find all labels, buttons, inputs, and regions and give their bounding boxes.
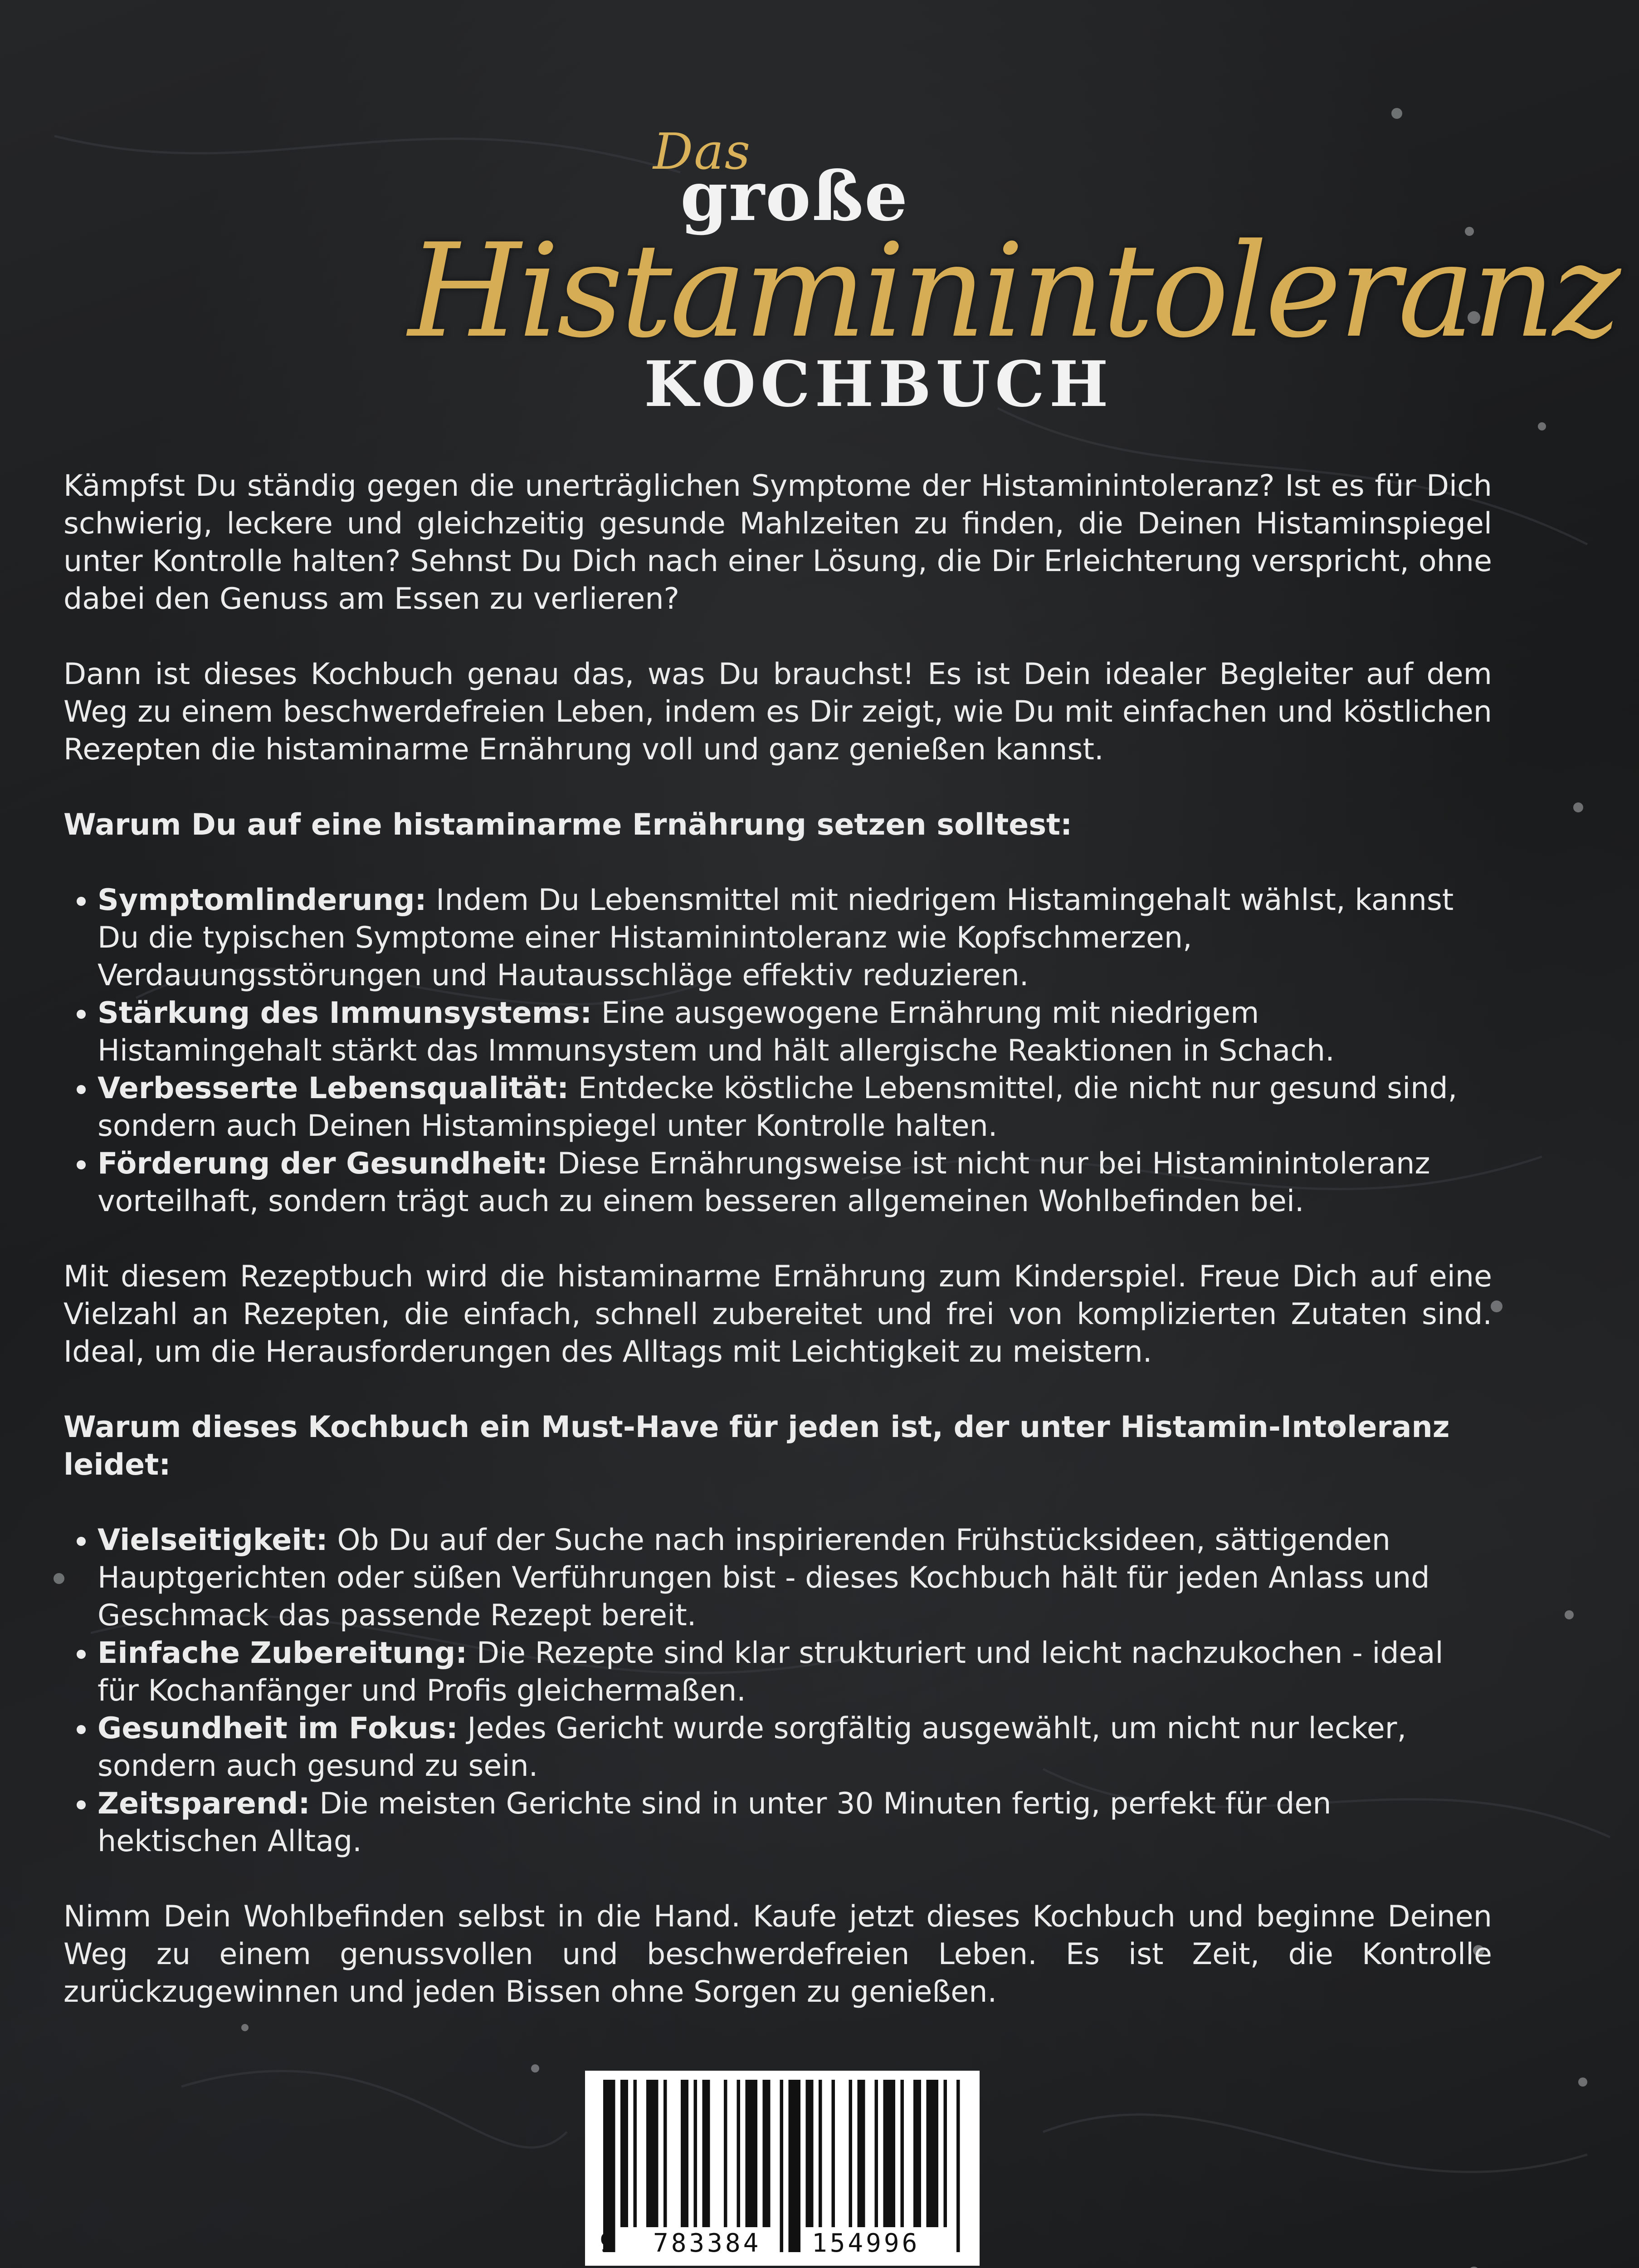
list-item [98, 1145, 1492, 1220]
book-title [0, 104, 1639, 431]
barcode-bar [634, 2080, 637, 2227]
list-item-text: Indem Du Lebensmittel mit niedrigem Histamingehalt wählst, kannst Du die typischen Symptome einer Histaminintoleranz wie Kopfschmerzen, Verdauungsstörungen und Hautausschläge effektiv reduzieren. [98, 883, 1454, 992]
list-item-text: Die Rezepte sind klar strukturiert und leicht nachzukochen - ideal für Kochanfänger und Profis gleichermaßen. [98, 1636, 1444, 1708]
barcode-bar [858, 2080, 865, 2227]
barcode-bar [646, 2080, 659, 2227]
barcode-bar [901, 2080, 904, 2227]
barcode-bar [780, 2080, 784, 2252]
barcode-bar [737, 2080, 741, 2227]
barcode-digit-first: 9 [600, 2229, 615, 2258]
must-have-list [63, 1521, 1492, 1860]
barcode-bar [724, 2080, 727, 2227]
barcode-bar [913, 2080, 921, 2227]
barcode-bar [681, 2080, 688, 2227]
barcode-bar [819, 2080, 822, 2227]
barcode-bar [603, 2080, 615, 2252]
barcode-bar [883, 2080, 896, 2227]
barcode-bar [927, 2080, 939, 2227]
barcode-bar [746, 2080, 758, 2227]
blurb [63, 467, 1492, 2048]
isbn-barcode [585, 2071, 980, 2266]
barcode-bar [956, 2080, 960, 2252]
list-item-text: Eine ausgewogene Ernährung mit niedrigem Histamingehalt stärkt das Immunsystem und hält allergische Reaktionen in Schach. [98, 996, 1335, 1068]
barcode-bar [663, 2080, 667, 2227]
list-item-label: Vielseitigkeit: [98, 1523, 328, 1557]
barcode-bar [694, 2080, 698, 2227]
list-item-label: Verbesserte Lebensqualität: [98, 1071, 569, 1105]
heading-benefits: Warum Du auf eine histaminarme Ernährung setzen solltest: [63, 808, 1073, 842]
list-item [98, 1521, 1492, 1634]
barcode-group-left: 783384 [653, 2229, 761, 2258]
list-item-text: Jedes Gericht wurde sorgfältig ausgewählt, um nicht nur lecker, sondern auch gesund zu sein. [98, 1711, 1407, 1783]
barcode-bar [832, 2080, 835, 2227]
list-item [98, 1070, 1492, 1145]
list-item [98, 881, 1492, 994]
title-main: Histaminintoleranz [408, 216, 1618, 367]
second-paragraph: Dann ist dieses Kochbuch genau das, was Du brauchst! Es ist Dein idealer Begleiter auf dem Weg zu einem beschwerdefreien Leben, indem es Dir zeigt, wie Du mit einfachen und köstlichen Rezepten die histaminarme Ernährung voll und ganz genießen kannst. [63, 657, 1492, 767]
barcode-bar [763, 2080, 771, 2227]
list-item [98, 1785, 1492, 1860]
third-paragraph: Mit diesem Rezeptbuch wird die histaminarme Ernährung zum Kinderspiel. Freue Dich auf eine Vielzahl an Rezepten, die einfach, schnell zubereitet und frei von komplizierten Zutaten sind. Ideal, um die Herausforderungen des Alltags mit Leichtigkeit zu meistern. [63, 1260, 1492, 1369]
list-item-label: Förderung der Gesundheit: [98, 1147, 548, 1181]
list-item [98, 1710, 1492, 1785]
benefits-list [63, 881, 1492, 1220]
intro-paragraph: Kämpfst Du ständig gegen die unerträglichen Symptome der Histaminintoleranz? Ist es für Dich schwierig, leckere und gleichzeitig gesunde Mahlzeiten zu finden, die Deinen Histaminspiegel unter Kontrolle halten? Sehnst Du Dich nach einer Lösung, die Dir Erleichterung verspricht, ohne dabei den Genuss am Essen zu verlieren? [63, 469, 1492, 616]
barcode-bar [875, 2080, 878, 2227]
list-item [98, 1634, 1492, 1710]
list-item-text: Ob Du auf der Suche nach inspirierenden Frühstücksideen, sättigenden Hauptgerichten oder süßen Verführungen bist - dieses Kochbuch hält für jeden Anlass und Geschmack das passende Rezept bereit. [98, 1523, 1430, 1633]
heading-must-have: Warum dieses Kochbuch ein Must-Have für jeden ist, der unter Histamin-Intoleranz leidet: [63, 1410, 1450, 1482]
barcode-bar [789, 2080, 801, 2252]
title-grosse: große [680, 156, 909, 236]
barcode-group-right: 154996 [812, 2229, 920, 2258]
list-item-text: Die meisten Gerichte sind in unter 30 Minuten fertig, perfekt für den hektischen Alltag. [98, 1787, 1332, 1858]
list-item-text: Diese Ernährungsweise ist nicht nur bei Histaminintoleranz vorteilhaft, sondern trägt auch zu einem besseren allgemeinen Wohlbefinden bei. [98, 1147, 1430, 1218]
barcode-bar [806, 2080, 814, 2227]
list-item-text: Entdecke köstliche Lebensmittel, die nicht nur gesund sind, sondern auch Deinen Histaminspiegel unter Kontrolle halten. [98, 1071, 1458, 1143]
title-das: Das [653, 122, 751, 181]
list-item [98, 994, 1492, 1070]
title-kochbuch: KOCHBUCH [644, 347, 1113, 421]
list-item-label: Einfache Zubereitung: [98, 1636, 468, 1670]
barcode-bar [620, 2080, 628, 2227]
closing-paragraph: Nimm Dein Wohlbefinden selbst in die Hand. Kaufe jetzt dieses Kochbuch und beginne Deinen Weg zu einem genussvollen und beschwerdefreien Leben. Es ist Zeit, die Kontrolle zurückzugewinnen und jeden Bissen ohne Sorgen zu genießen. [63, 1900, 1492, 2009]
barcode-bar [849, 2080, 853, 2227]
barcode-bar [944, 2080, 947, 2227]
list-item-label: Zeitsparend: [98, 1787, 310, 1821]
list-item-label: Symptomlinderung: [98, 883, 427, 917]
barcode-bar [702, 2080, 710, 2227]
list-item-label: Stärkung des Immunsystems: [98, 996, 592, 1030]
list-item-label: Gesundheit im Fokus: [98, 1711, 458, 1745]
barcode-bars [585, 2071, 980, 2266]
